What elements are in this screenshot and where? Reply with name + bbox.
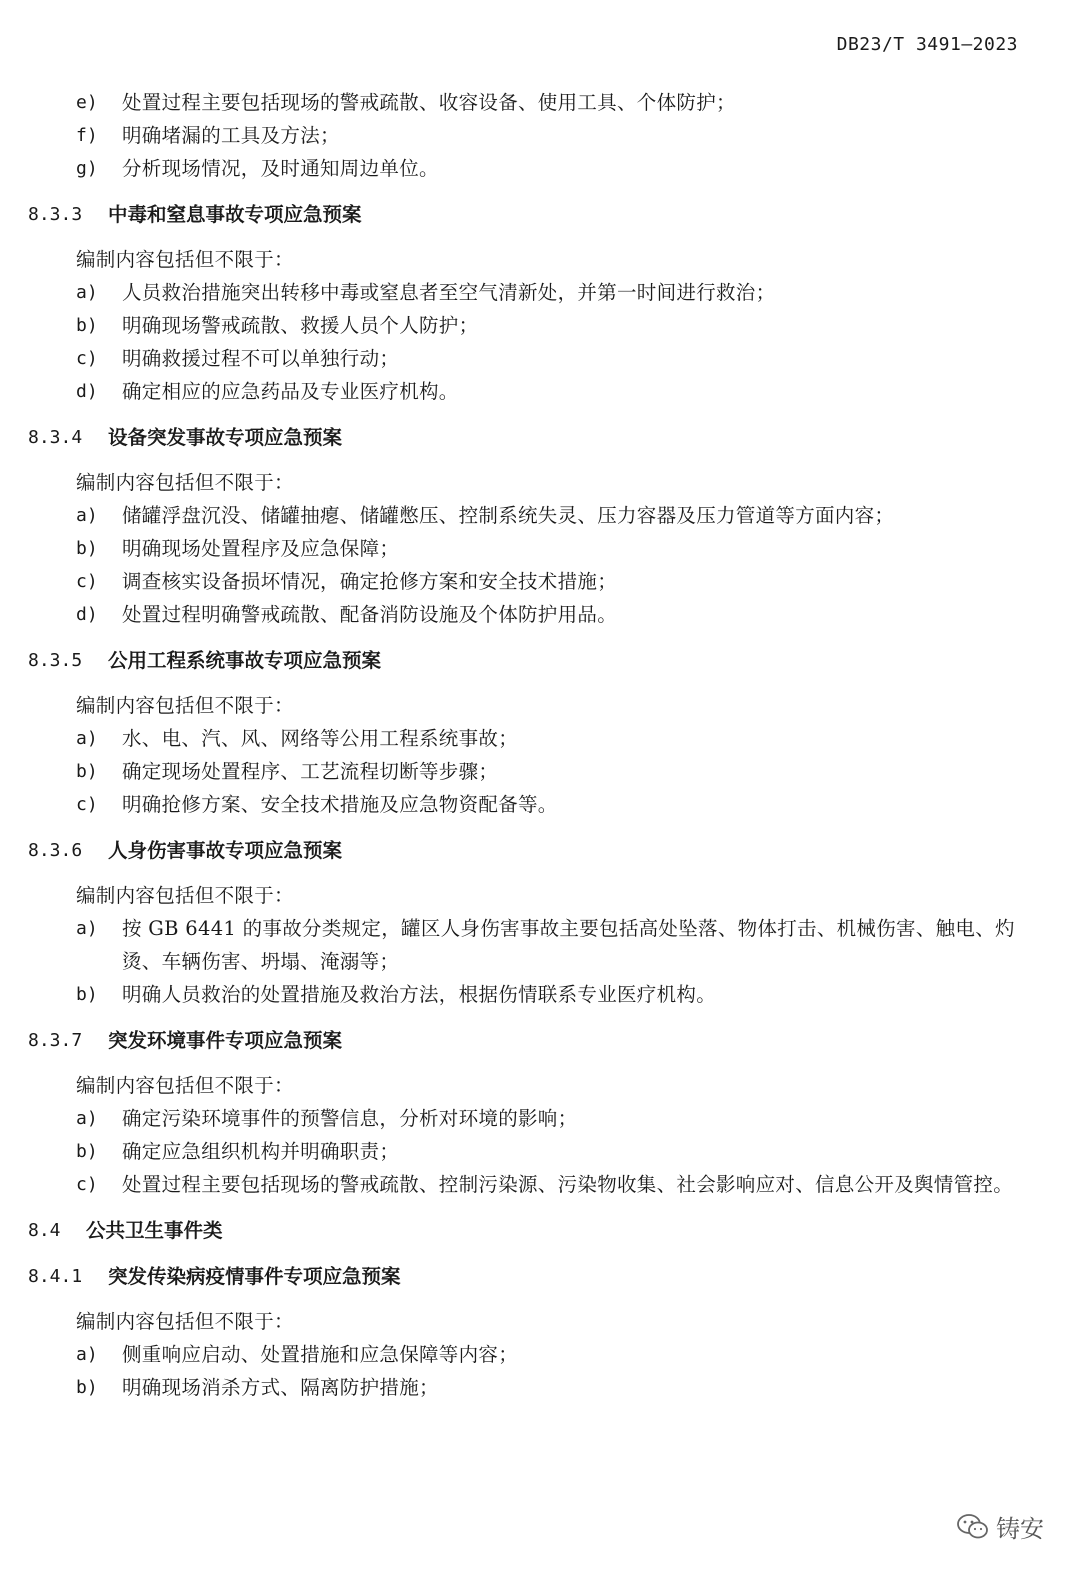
list-mark: f) bbox=[76, 125, 98, 146]
list-text: 确定污染环境事件的预警信息，分析对环境的影响； bbox=[122, 1107, 578, 1130]
section-heading bbox=[28, 1214, 1028, 1247]
list-text: 调查核实设备损坏情况，确定抢修方案和安全技术措施； bbox=[122, 570, 618, 593]
list-text: 分析现场情况，及时通知周边单位。 bbox=[122, 157, 439, 180]
list-mark: b) bbox=[76, 984, 98, 1005]
list-text: 确定相应的应急药品及专业医疗机构。 bbox=[122, 380, 459, 403]
section-heading bbox=[28, 198, 1028, 231]
list-text: 处置过程明确警戒疏散、配备消防设施及个体防护用品。 bbox=[122, 603, 618, 626]
list-item bbox=[28, 722, 1028, 755]
section-heading bbox=[28, 1260, 1028, 1293]
list-text: 明确抢修方案、安全技术措施及应急物资配备等。 bbox=[122, 793, 558, 816]
list-text: 处置过程主要包括现场的警戒疏散、控制污染源、污染物收集、社会影响应对、信息公开及舆情管控。 bbox=[122, 1173, 1014, 1196]
wechat-icon bbox=[956, 1513, 990, 1541]
list-item bbox=[28, 1102, 1028, 1135]
document-body bbox=[28, 86, 1028, 1404]
list-mark: c) bbox=[76, 571, 98, 592]
list-text: 确定应急组织机构并明确职责； bbox=[122, 1140, 400, 1163]
watermark-text: 铸安 bbox=[996, 1515, 1044, 1543]
list-item bbox=[28, 375, 1028, 408]
section-number: 8.4.1 bbox=[28, 1266, 83, 1287]
section-title: 突发环境事件专项应急预案 bbox=[108, 1029, 343, 1052]
list-text: 明确现场警戒疏散、救援人员个人防护； bbox=[122, 314, 479, 337]
list-item bbox=[28, 342, 1028, 375]
section-intro: 编制内容包括但不限于： bbox=[76, 1310, 294, 1333]
section-intro: 编制内容包括但不限于： bbox=[76, 471, 294, 494]
list-text: 按 GB 6441 的事故分类规定，罐区人身伤害事故主要包括高处坠落、物体打击、机械伤害、触电、灼烫、车辆伤害、坍塌、淹溺等； bbox=[122, 917, 1015, 973]
list-item bbox=[28, 978, 1028, 1011]
list-mark: b) bbox=[76, 538, 98, 559]
list-mark: b) bbox=[76, 761, 98, 782]
list-mark: a) bbox=[76, 1108, 98, 1129]
section-intro: 编制内容包括但不限于： bbox=[76, 1074, 294, 1097]
list-item bbox=[28, 565, 1028, 598]
list-item bbox=[28, 86, 1028, 119]
list-item bbox=[28, 276, 1028, 309]
section-title: 中毒和窒息事故专项应急预案 bbox=[108, 203, 362, 226]
section-number: 8.4 bbox=[28, 1220, 61, 1241]
list-item bbox=[28, 1338, 1028, 1371]
list-mark: d) bbox=[76, 381, 98, 402]
list-text: 明确现场处置程序及应急保障； bbox=[122, 537, 400, 560]
list-item bbox=[28, 912, 1028, 978]
list-text: 明确人员救治的处置措施及救治方法，根据伤情联系专业医疗机构。 bbox=[122, 983, 717, 1006]
section-number: 8.3.4 bbox=[28, 427, 83, 448]
list-mark: d) bbox=[76, 604, 98, 625]
list-mark: b) bbox=[76, 1377, 98, 1398]
section-intro: 编制内容包括但不限于： bbox=[76, 694, 294, 717]
list-item bbox=[28, 598, 1028, 631]
list-mark: g) bbox=[76, 158, 98, 179]
list-mark: c) bbox=[76, 794, 98, 815]
list-item bbox=[28, 309, 1028, 342]
section-number: 8.3.3 bbox=[28, 204, 83, 225]
list-mark: a) bbox=[76, 505, 98, 526]
list-text: 水、电、汽、风、网络等公用工程系统事故； bbox=[122, 727, 519, 750]
watermark bbox=[956, 1509, 1044, 1544]
top-list bbox=[28, 86, 1028, 185]
list-text: 储罐浮盘沉没、储罐抽瘪、储罐憋压、控制系统失灵、压力容器及压力管道等方面内容； bbox=[122, 504, 895, 527]
list-mark: a) bbox=[76, 918, 98, 939]
list-item bbox=[28, 788, 1028, 821]
list-text: 明确现场消杀方式、隔离防护措施； bbox=[122, 1376, 439, 1399]
list-mark: a) bbox=[76, 728, 98, 749]
doc-code: DB23/T 3491—2023 bbox=[836, 34, 1018, 55]
list-item bbox=[28, 755, 1028, 788]
list-mark: c) bbox=[76, 1174, 98, 1195]
section-title: 突发传染病疫情事件专项应急预案 bbox=[108, 1265, 401, 1288]
list-item bbox=[28, 499, 1028, 532]
list-item bbox=[28, 119, 1028, 152]
section-number: 8.3.7 bbox=[28, 1030, 83, 1051]
list-text: 确定现场处置程序、工艺流程切断等步骤； bbox=[122, 760, 499, 783]
section-heading bbox=[28, 421, 1028, 454]
list-item bbox=[28, 1135, 1028, 1168]
list-text: 处置过程主要包括现场的警戒疏散、收容设备、使用工具、个体防护； bbox=[122, 91, 736, 114]
list-mark: c) bbox=[76, 348, 98, 369]
list-text: 人员救治措施突出转移中毒或窒息者至空气清新处，并第一时间进行救治； bbox=[122, 281, 776, 304]
list-item bbox=[28, 1371, 1028, 1404]
list-item bbox=[28, 1168, 1028, 1201]
list-mark: b) bbox=[76, 1141, 98, 1162]
list-text: 侧重响应启动、处置措施和应急保障等内容； bbox=[122, 1343, 519, 1366]
section-number: 8.3.6 bbox=[28, 840, 83, 861]
section-title: 设备突发事故专项应急预案 bbox=[108, 426, 343, 449]
section-intro: 编制内容包括但不限于： bbox=[76, 248, 294, 271]
section-number: 8.3.5 bbox=[28, 650, 83, 671]
list-mark: e) bbox=[76, 92, 98, 113]
section-heading bbox=[28, 644, 1028, 677]
section-title: 公用工程系统事故专项应急预案 bbox=[108, 649, 382, 672]
list-mark: b) bbox=[76, 315, 98, 336]
list-text: 明确堵漏的工具及方法； bbox=[122, 124, 340, 147]
section-title: 人身伤害事故专项应急预案 bbox=[108, 839, 343, 862]
list-mark: a) bbox=[76, 282, 98, 303]
list-item bbox=[28, 152, 1028, 185]
section-heading bbox=[28, 834, 1028, 867]
list-item bbox=[28, 532, 1028, 565]
list-mark: a) bbox=[76, 1344, 98, 1365]
section-intro: 编制内容包括但不限于： bbox=[76, 884, 294, 907]
list-text: 明确救援过程不可以单独行动； bbox=[122, 347, 400, 370]
section-title: 公共卫生事件类 bbox=[86, 1219, 223, 1242]
section-heading bbox=[28, 1024, 1028, 1057]
